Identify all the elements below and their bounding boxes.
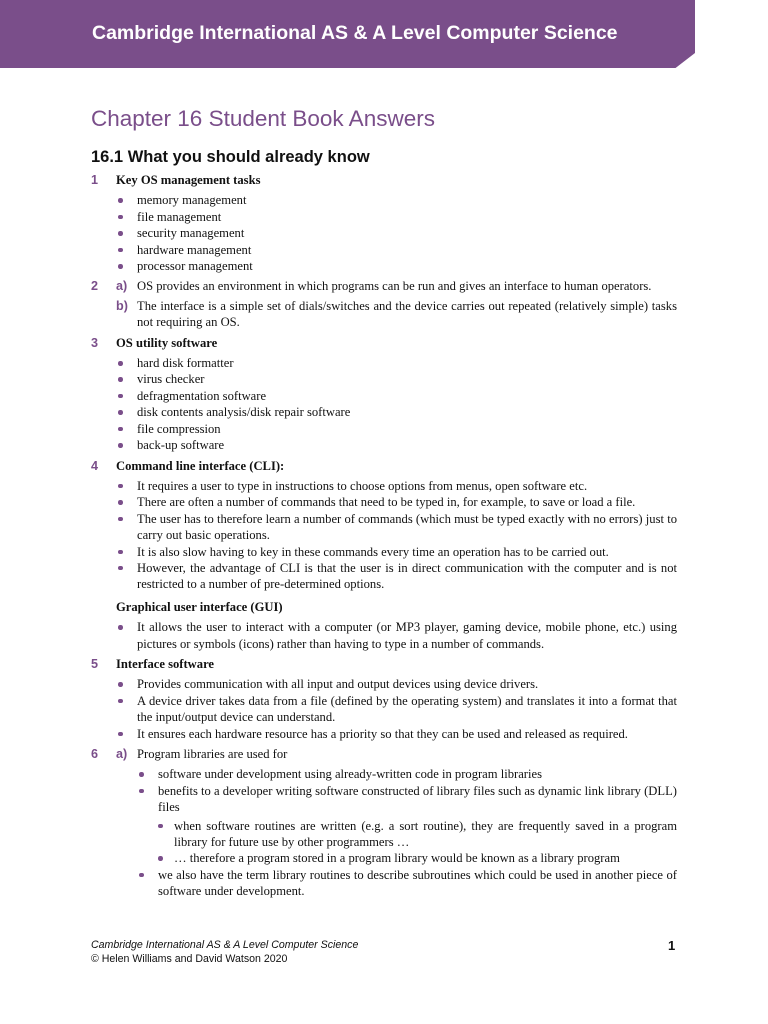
bullet-list — [116, 478, 677, 593]
nested-list-item: … therefore a program stored in a program library would be known as a library program — [158, 850, 677, 866]
list-item: hard disk formatter — [116, 355, 677, 371]
list-item: There are often a number of commands that need to be typed in, for example, to save or load a file. — [116, 494, 677, 510]
list-item: virus checker — [116, 371, 677, 387]
nested-list-item: when software routines are written (e.g. a sort routine), they are frequently saved in a program library for future use by other programmers … — [158, 818, 677, 851]
bullet-list — [116, 619, 677, 652]
list-item: security management — [116, 225, 677, 241]
sub-answer-b — [116, 298, 677, 331]
list-item: processor management — [116, 258, 677, 274]
list-item: disk contents analysis/disk repair software — [116, 404, 677, 420]
list-item: It ensures each hardware resource has a priority so that they can be used and released as required. — [116, 726, 677, 742]
bullet-list — [137, 766, 677, 899]
question-number: 3 — [91, 335, 99, 350]
list-item: software under development using already-written code in program libraries — [137, 766, 677, 782]
question-number: 6 — [91, 747, 99, 761]
question-2 — [91, 278, 677, 330]
sub-label: b) — [116, 298, 128, 313]
list-item: back-up software — [116, 437, 677, 453]
list-item: file compression — [116, 421, 677, 437]
sub-answer-a — [116, 746, 677, 900]
bullet-list — [116, 676, 677, 742]
list-item: It is also slow having to key in these commands every time an operation has to be carried out. — [116, 544, 677, 560]
question-3 — [91, 335, 677, 454]
section-heading: 16.1 What you should already know — [91, 148, 370, 166]
question-title: Key OS management tasks — [116, 173, 261, 187]
question-number: 4 — [91, 458, 99, 473]
list-item: we also have the term library routines to describe subroutines which could be used in another piece of software under development. — [137, 867, 677, 900]
footer-series: Cambridge International AS & A Level Computer Science — [91, 939, 359, 951]
question-1 — [91, 172, 677, 274]
question-6 — [91, 746, 677, 900]
list-item — [137, 783, 677, 867]
list-item: defragmentation software — [116, 388, 677, 404]
sub-answer-text: The interface is a simple set of dials/switches and the device carries out repeated (relatively simple) tasks not requiring an OS. — [137, 298, 677, 330]
question-title: Interface software — [116, 656, 215, 671]
question-4 — [91, 458, 677, 652]
question-number: 5 — [91, 656, 99, 671]
footer-copyright: © Helen Williams and David Watson 2020 — [91, 953, 288, 965]
list-item: Provides communication with all input and output devices using device drivers. — [116, 676, 677, 692]
sub-answer-a — [116, 278, 677, 294]
list-item: A device driver takes data from a file (defined by the operating system) and translates it into a format that the input/output device can understand. — [116, 693, 677, 726]
list-item-text: benefits to a developer writing software constructed of library files such as dynamic link library (DLL) files — [158, 783, 677, 815]
sub-label: a) — [116, 747, 128, 761]
page-number: 1 — [668, 938, 676, 953]
bullet-list — [116, 355, 677, 453]
footer — [91, 938, 358, 966]
question-number: 2 — [91, 279, 99, 294]
sub-answer-text: OS provides an environment in which programs can be run and gives an interface to human operators. — [137, 279, 652, 294]
list-item: hardware management — [116, 242, 677, 258]
list-item: It requires a user to type in instructions to choose options from menus, open software etc. — [116, 478, 677, 494]
chapter-title: Chapter 16 Student Book Answers — [91, 106, 435, 131]
sub-label: a) — [116, 279, 128, 294]
list-item: It allows the user to interact with a computer (or MP3 player, gaming device, mobile phone, etc.) using pictures or symbols (icons) rather than having to type in a number of commands. — [116, 619, 677, 652]
nested-bullet-list — [158, 818, 677, 867]
question-title: Command line interface (CLI): — [116, 458, 285, 473]
question-title: OS utility software — [116, 335, 218, 350]
banner-title: Cambridge International AS & A Level Computer Science — [92, 22, 618, 44]
list-item: However, the advantage of CLI is that the user is in direct communication with the computer and is not restricted to a number of pre-determined options. — [116, 560, 677, 593]
list-item: file management — [116, 209, 677, 225]
document-body — [91, 146, 677, 900]
gui-title: Graphical user interface (GUI) — [116, 599, 283, 614]
question-5 — [91, 656, 677, 742]
sub-answer-text: Program libraries are used for — [137, 747, 288, 761]
list-item: The user has to therefore learn a number of commands (which must be typed exactly with no errors) just to carry out basic operations. — [116, 511, 677, 544]
question-number: 1 — [91, 173, 99, 187]
bullet-list — [116, 192, 677, 274]
list-item: memory management — [116, 192, 677, 208]
